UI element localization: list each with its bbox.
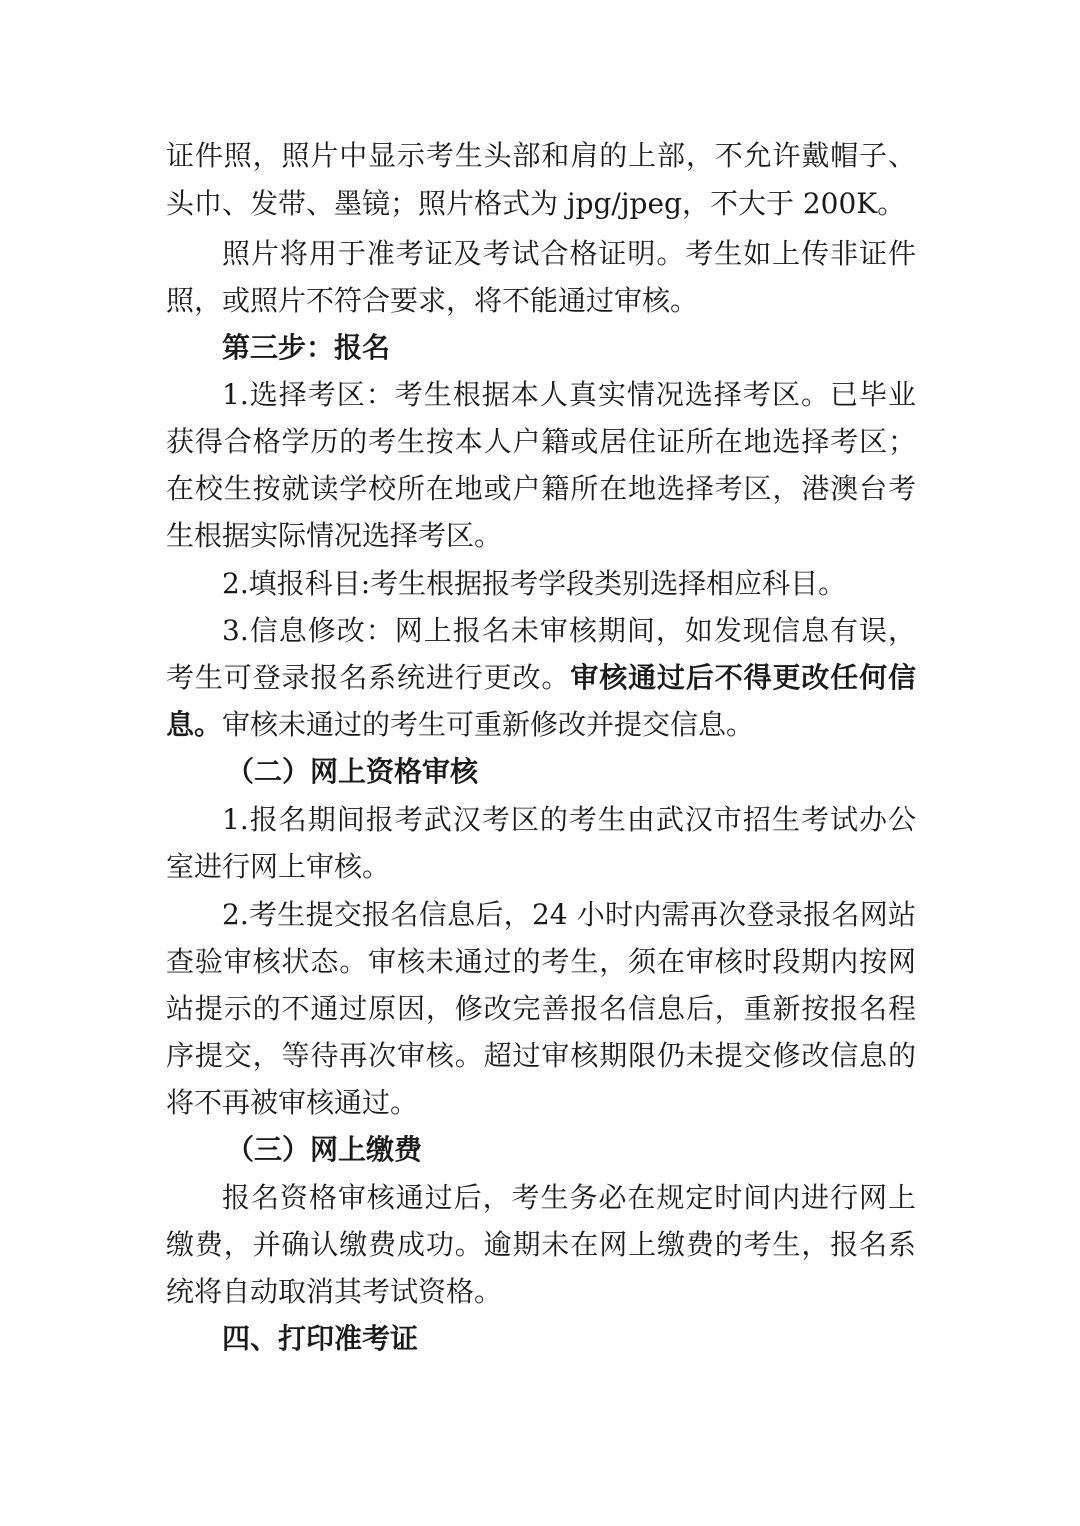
paragraph-line: 生根据实际情况选择考区。 bbox=[166, 519, 503, 552]
paragraph-line: 证件照，照片中显示考生头部和肩的上部，不允许戴帽子、 bbox=[166, 139, 916, 172]
paragraph-line bbox=[166, 654, 916, 701]
paragraph-line: 查验审核状态。审核未通过的考生，须在审核时段期内按网 bbox=[166, 945, 916, 978]
paragraph-line: 报名资格审核通过后，考生务必在规定时间内进行网上 bbox=[222, 1181, 916, 1214]
paragraph-line: 2.考生提交报名信息后，24 小时内需再次登录报名网站 bbox=[222, 898, 916, 931]
paragraph-line: 1.报名期间报考武汉考区的考生由武汉市招生考试办公 bbox=[222, 803, 916, 836]
paragraph-line: 室进行网上审核。 bbox=[166, 850, 391, 883]
paragraph-line: 将不再被审核通过。 bbox=[166, 1086, 419, 1119]
subsection-heading: （二）网上资格审核 bbox=[226, 755, 479, 788]
bold-emphasis: 审核通过后不得更改任何信 bbox=[570, 661, 916, 694]
paragraph-line: 统将自动取消其考试资格。 bbox=[166, 1275, 503, 1308]
line-text: 考生可登录报名系统进行更改。 bbox=[166, 661, 571, 694]
paragraph-line: 照片将用于准考证及考试合格证明。考生如上传非证件 bbox=[222, 237, 916, 270]
paragraph-line: 序提交，等待再次审核。超过审核期限仍未提交修改信息的 bbox=[166, 1039, 916, 1072]
subsection-heading: （三）网上缴费 bbox=[226, 1133, 423, 1166]
paragraph-line: 1.选择考区：考生根据本人真实情况选择考区。已毕业 bbox=[222, 378, 916, 411]
paragraph-line bbox=[166, 701, 916, 748]
step-heading: 第三步：报名 bbox=[222, 331, 391, 364]
paragraph-line: 头巾、发带、墨镜；照片格式为 jpg/jpeg，不大于 200K。 bbox=[166, 187, 906, 220]
paragraph-line: 站提示的不通过原因，修改完善报名信息后，重新按报名程 bbox=[166, 992, 916, 1025]
section-heading: 四、打印准考证 bbox=[222, 1322, 419, 1355]
line-text: 审核未通过的考生可重新修改并提交信息。 bbox=[222, 708, 755, 741]
paragraph-line: 在校生按就读学校所在地或户籍所在地选择考区，港澳台考 bbox=[166, 472, 916, 505]
bold-emphasis: 息。 bbox=[166, 708, 223, 741]
paragraph-line: 获得合格学历的考生按本人户籍或居住证所在地选择考区； bbox=[166, 425, 916, 458]
paragraph-line: 缴费，并确认缴费成功。逾期未在网上缴费的考生，报名系 bbox=[166, 1228, 916, 1261]
paragraph-line: 2.填报科目:考生根据报考学段类别选择相应科目。 bbox=[222, 567, 847, 600]
paragraph-line: 3.信息修改：网上报名未审核期间，如发现信息有误， bbox=[222, 614, 916, 647]
paragraph-line: 照，或照片不符合要求，将不能通过审核。 bbox=[166, 284, 699, 317]
